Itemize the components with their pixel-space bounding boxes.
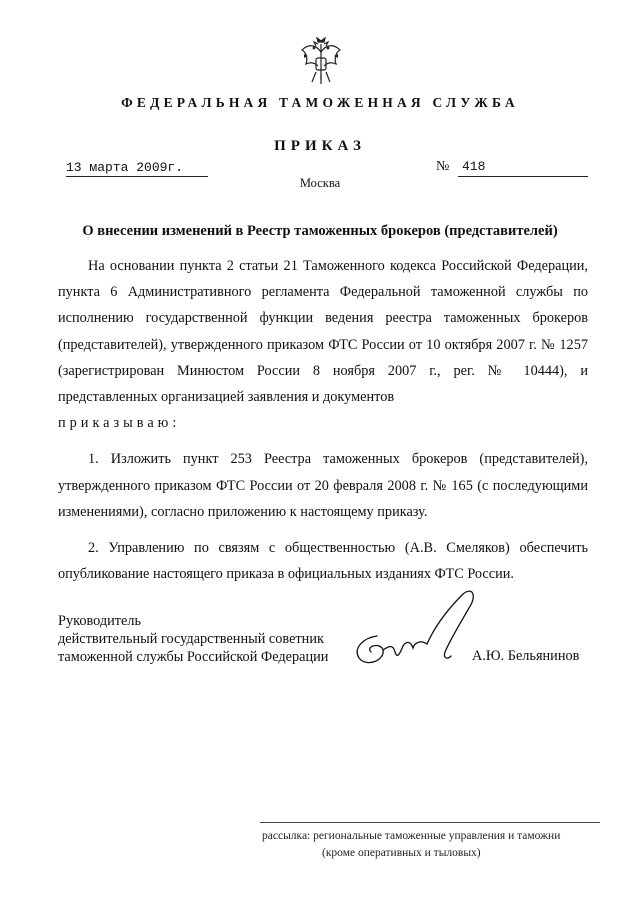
item-2-paragraph: 2. Управлению по связям с общественностью (А.В. Смеляков) обеспечить опубликование настоящего приказа в официальных изданиях ФТС России.: [58, 540, 588, 583]
signatory-line-2: действительный государственный советник: [58, 631, 324, 647]
order-number: 418: [462, 159, 486, 174]
distribution-line-2: (кроме оперативных и тыловых): [322, 847, 481, 859]
distribution-list: [262, 828, 560, 862]
number-sign: №: [436, 159, 450, 174]
signatory-line-3: таможенной службы Российской Федерации: [58, 649, 329, 665]
signatory-line-1: Руководитель: [58, 613, 142, 629]
order-body: [58, 253, 588, 587]
document-type: ПРИКАЗ: [274, 138, 366, 154]
order-date: 13 марта 2009г.: [66, 160, 184, 175]
item-1-paragraph: 1. Изложить пункт 253 Реестра таможенных брокеров (представителей), утвержденного приказом ФТС России от 20 февраля 2008 г. № 165 (с последующими изменениями), согласно приложению к настоящему приказу.: [58, 451, 588, 520]
signatory-title: [58, 612, 328, 666]
order-subject: О внесении изменений в Реестр таможенных брокеров (представителей): [82, 223, 558, 239]
double-headed-eagle-emblem-icon: [298, 36, 344, 86]
order-word: приказываю:: [58, 415, 181, 432]
agency-name: ФЕДЕРАЛЬНАЯ ТАМОЖЕННАЯ СЛУЖБА: [121, 95, 519, 110]
signatory-name: А.Ю. Бельянинов: [472, 648, 580, 664]
distribution-line-1: рассылка: региональные таможенные управления и таможни: [262, 830, 561, 842]
city: Москва: [299, 176, 341, 190]
preamble-paragraph: На основании пункта 2 статьи 21 Таможенного кодекса Российской Федерации, пункта 6 Административного регламента Федеральной таможенной службы по исполнению государственной функции ведения реестра таможенных брокеров (представителей), утвержденного приказом ФТС России от 10 октября 2007 г. № 1257 (зарегистрирован Минюстом России 8 ноября 2007 г., рег. № 10444), и представленных организацией заявления и документов: [58, 258, 588, 406]
distribution-divider: [260, 822, 600, 823]
